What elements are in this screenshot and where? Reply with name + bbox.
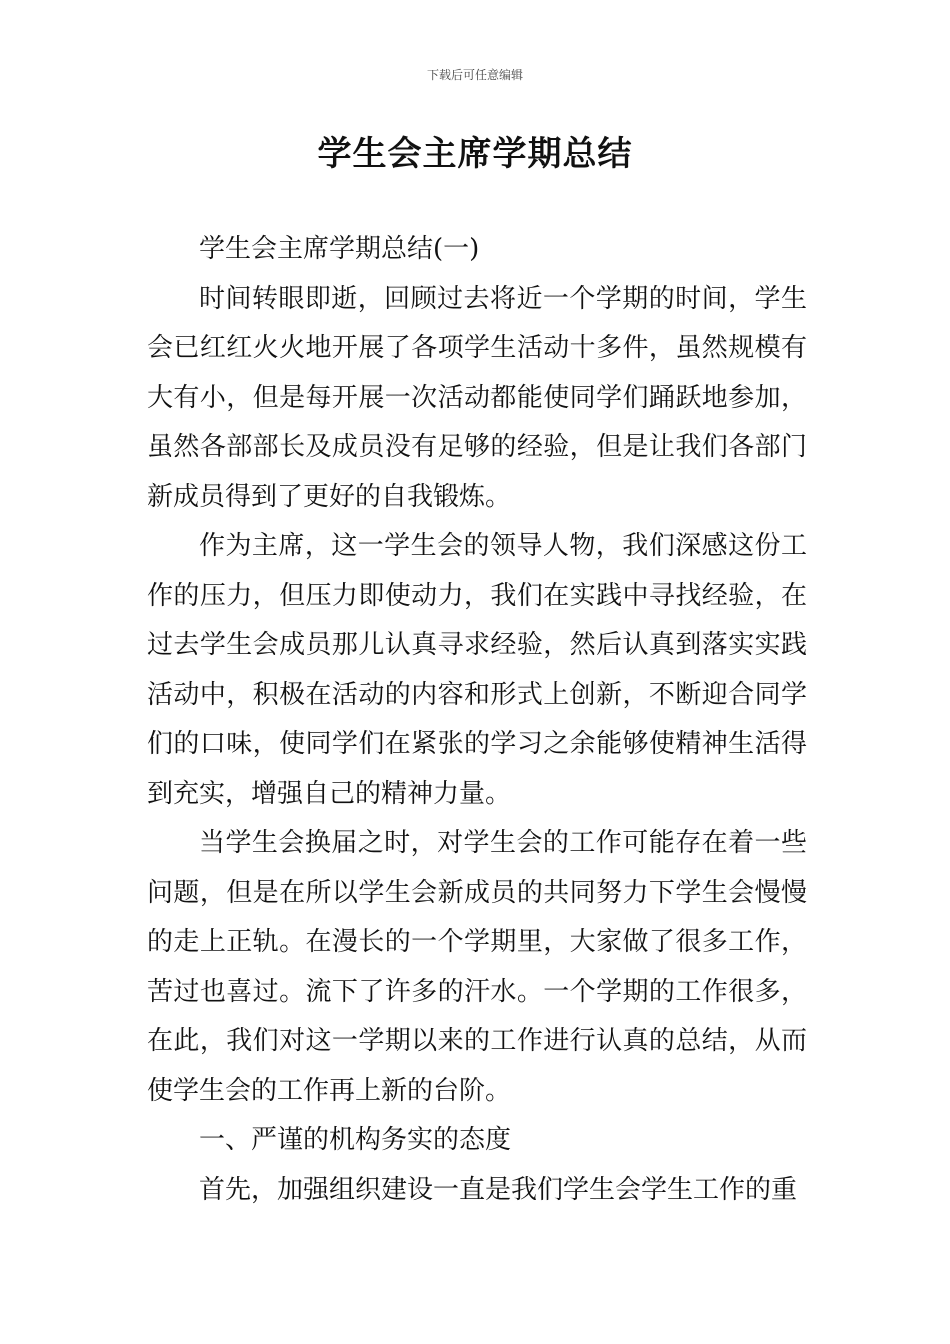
paragraph: 作为主席，这一学生会的领导人物，我们深感这份工作的压力，但压力即使动力，我们在实践中寻找经验，在过去学生会成员那儿认真寻求经验，然后认真到落实实践活动中，积极在活动的内容和形式上创新，不断迎合同学们的口味，使同学们在紧张的学习之余能够使精神生活得到充实，增强自己的精神力量。	[147, 531, 807, 809]
section-heading: 一、严谨的机构务实的态度	[199, 1125, 512, 1155]
paragraph-subtitle: 学生会主席学期总结(一)	[199, 234, 480, 264]
paragraph: 时间转眼即逝，回顾过去将近一个学期的时间，学生会已红红火火地开展了各项学生活动十多件，虽然规模有大有小，但是每开展一次活动都能使同学们踊跃地参加，虽然各部部长及成员没有足够的经验，但是让我们各部门新成员得到了更好的自我锻炼。	[147, 283, 807, 512]
page-header-note: 下载后可任意编辑	[426, 68, 523, 82]
paragraph: 当学生会换届之时，对学生会的工作可能存在着一些问题，但是在所以学生会新成员的共同努力下学生会慢慢的走上正轨。在漫长的一个学期里，大家做了很多工作，苦过也喜过。流下了许多的汗水。一个学期的工作很多，在此，我们对这一学期以来的工作进行认真的总结，从而使学生会的工作再上新的台阶。	[147, 828, 807, 1106]
paragraph: 首先，加强组织建设一直是我们学生会学生工作的重	[199, 1174, 798, 1205]
document-body	[147, 225, 807, 1215]
document-title: 学生会主席学期总结	[317, 134, 633, 174]
